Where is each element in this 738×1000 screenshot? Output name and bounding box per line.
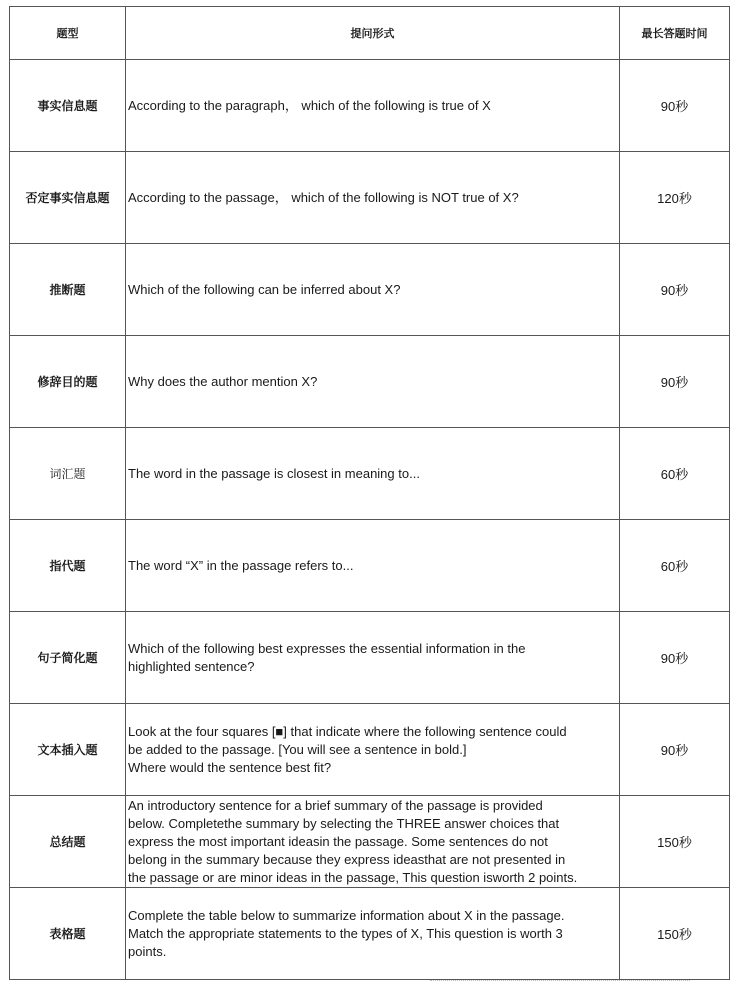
header-question-type: 题型 bbox=[10, 7, 126, 60]
header-question-form: 提问形式 bbox=[126, 7, 620, 60]
question-form-line: express the most important ideasin the passage. Some sentences do not bbox=[128, 833, 548, 849]
question-form-cell bbox=[126, 60, 620, 152]
question-form-cell bbox=[126, 336, 620, 428]
max-answer-time-cell: 150秒 bbox=[620, 888, 730, 980]
question-form-line: below. Completethe summary by selecting the THREE answer choices that bbox=[128, 815, 560, 831]
question-form-line: Why does the author mention X? bbox=[128, 373, 318, 389]
scan-artifact-divider bbox=[430, 980, 690, 985]
question-form-line: highlighted sentence? bbox=[128, 658, 255, 674]
table-row bbox=[10, 888, 730, 980]
question-type-cell: 推断题 bbox=[10, 244, 126, 336]
table-row bbox=[10, 704, 730, 796]
question-type-table bbox=[9, 6, 730, 980]
question-form-cell bbox=[126, 428, 620, 520]
question-type-cell: 事实信息题 bbox=[10, 60, 126, 152]
max-answer-time-cell: 90秒 bbox=[620, 60, 730, 152]
table-row bbox=[10, 520, 730, 612]
question-type-cell: 否定事实信息题 bbox=[10, 152, 126, 244]
max-answer-time-cell: 90秒 bbox=[620, 244, 730, 336]
table-row bbox=[10, 244, 730, 336]
question-form-line: belong in the summary because they express ideasthat are not presented in bbox=[128, 851, 566, 867]
max-answer-time-cell: 150秒 bbox=[620, 796, 730, 888]
table-body bbox=[10, 60, 730, 980]
question-type-cell: 表格题 bbox=[10, 888, 126, 980]
question-form-cell bbox=[126, 888, 620, 980]
max-answer-time-cell: 60秒 bbox=[620, 520, 730, 612]
question-form-cell bbox=[126, 520, 620, 612]
table-row bbox=[10, 152, 730, 244]
question-form-line: An introductory sentence for a brief summary of the passage is provided bbox=[128, 797, 543, 813]
table-row bbox=[10, 60, 730, 152]
table-header-row bbox=[10, 7, 730, 60]
max-answer-time-cell: 90秒 bbox=[620, 704, 730, 796]
question-form-line: be added to the passage. [You will see a sentence in bold.] bbox=[128, 741, 467, 757]
question-type-cell: 句子简化题 bbox=[10, 612, 126, 704]
question-form-line: Which of the following best expresses the essential information in the bbox=[128, 640, 526, 656]
question-form-line: Which of the following can be inferred about X? bbox=[128, 281, 401, 297]
question-form-line: Where would the sentence best fit? bbox=[128, 759, 332, 775]
question-form-cell bbox=[126, 796, 620, 888]
question-type-cell: 指代题 bbox=[10, 520, 126, 612]
question-type-cell: 词汇题 bbox=[10, 428, 126, 520]
question-type-cell: 修辞目的题 bbox=[10, 336, 126, 428]
max-answer-time-cell: 60秒 bbox=[620, 428, 730, 520]
table-row bbox=[10, 336, 730, 428]
question-form-line: Look at the four squares [■] that indicate where the following sentence could bbox=[128, 723, 567, 739]
question-form-line: According to the paragraph， which of the following is true of X bbox=[128, 97, 491, 113]
max-answer-time-cell: 90秒 bbox=[620, 336, 730, 428]
question-form-line: The word “X” in the passage refers to... bbox=[128, 557, 354, 573]
question-form-line: the passage or are minor ideas in the passage, This question isworth 2 points. bbox=[128, 869, 578, 885]
question-type-cell: 文本插入题 bbox=[10, 704, 126, 796]
question-form-line: points. bbox=[128, 943, 167, 959]
question-form-line: According to the passage， which of the following is NOT true of X? bbox=[128, 189, 519, 205]
max-answer-time-cell: 90秒 bbox=[620, 612, 730, 704]
question-form-cell bbox=[126, 244, 620, 336]
question-type-cell: 总结题 bbox=[10, 796, 126, 888]
table-row bbox=[10, 428, 730, 520]
question-form-line: Match the appropriate statements to the types of X, This question is worth 3 bbox=[128, 925, 563, 941]
header-max-answer-time: 最长答题时间 bbox=[620, 7, 730, 60]
question-form-cell bbox=[126, 612, 620, 704]
max-answer-time-cell: 120秒 bbox=[620, 152, 730, 244]
question-form-cell bbox=[126, 152, 620, 244]
table-row bbox=[10, 796, 730, 888]
question-form-line: The word in the passage is closest in meaning to... bbox=[128, 465, 420, 481]
question-form-cell bbox=[126, 704, 620, 796]
question-form-line: Complete the table below to summarize information about X in the passage. bbox=[128, 907, 565, 923]
table-row bbox=[10, 612, 730, 704]
